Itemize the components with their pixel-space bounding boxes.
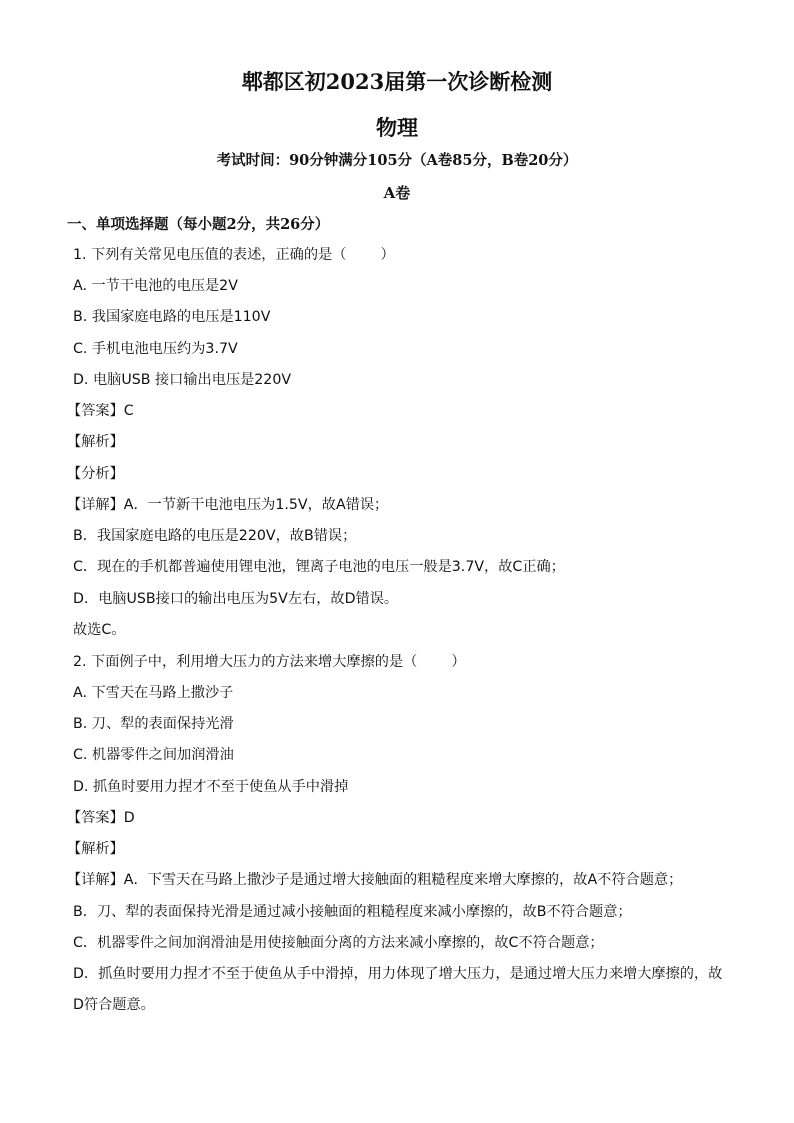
question-2-option-c: C. 机器零件之间加润滑油 bbox=[73, 747, 234, 763]
exam-info: 考试时间：90分钟满分105分（A卷85分，B卷20分） bbox=[216, 152, 578, 169]
question-2-detail-b: B．刀、犁的表面保持光滑是通过减小接触面的粗糙程度来减小摩擦的，故B不符合题意； bbox=[73, 904, 632, 920]
question-1-stem-close: ） bbox=[380, 247, 395, 263]
question-1-answer: 【答案】C bbox=[67, 403, 134, 419]
question-2-option-b: B. 刀、犁的表面保持光滑 bbox=[73, 716, 234, 732]
question-2-answer: 【答案】D bbox=[67, 810, 135, 826]
question-2-analysis-label: 【解析】 bbox=[67, 841, 124, 857]
question-1-detail-b: B．我国家庭电路的电压是220V，故B错误； bbox=[73, 528, 357, 544]
question-1-option-a: A. 一节干电池的电压是2V bbox=[73, 278, 238, 294]
question-1-option-b: B. 我国家庭电路的电压是110V bbox=[73, 309, 271, 325]
question-2-stem-close: ） bbox=[451, 654, 466, 670]
question-1-detail-a: 【详解】A．一节新干电池电压为1.5V，故A错误； bbox=[67, 497, 389, 513]
question-1-stem bbox=[73, 244, 395, 264]
exam-title: 郫都区初2023届第一次诊断检测 bbox=[241, 69, 553, 94]
question-2-option-d: D. 抓鱼时要用力捏才不至于使鱼从手中滑掉 bbox=[73, 779, 349, 795]
question-1-option-d: D. 电脑USB 接口输出电压是220V bbox=[73, 372, 292, 388]
subject-title: 物理 bbox=[376, 115, 418, 140]
question-1-analysis-label: 【解析】 bbox=[67, 434, 124, 450]
question-2-detail-d-cont: D符合题意。 bbox=[73, 997, 155, 1013]
question-2-stem bbox=[73, 651, 466, 671]
question-1-conclusion: 故选C。 bbox=[73, 622, 126, 638]
question-2-detail-c: C．机器零件之间加润滑油是用使接触面分离的方法来减小摩擦的，故C不符合题意； bbox=[73, 935, 604, 951]
question-1-detail-d: D．电脑USB接口的输出电压为5V左右，故D错误。 bbox=[73, 591, 399, 607]
part-heading: 一、单项选择题（每小题2分，共26分） bbox=[67, 216, 330, 233]
question-2-option-a: A. 下雪天在马路上撒沙子 bbox=[73, 685, 234, 701]
question-1-option-c: C. 手机电池电压约为3.7V bbox=[73, 341, 238, 357]
question-1-detail-c: C．现在的手机都普遍使用锂电池，锂离子电池的电压一般是3.7V，故C正确； bbox=[73, 559, 565, 575]
question-1-fenxi-label: 【分析】 bbox=[67, 466, 124, 482]
question-2-detail-d: D．抓鱼时要用力捏才不至于使鱼从手中滑掉，用力体现了增大压力，是通过增大压力来增大摩擦的，故 bbox=[73, 966, 723, 982]
question-2-stem-text: 2. 下面例子中，利用增大压力的方法来增大摩擦的是（ bbox=[73, 654, 418, 670]
section-label: A卷 bbox=[383, 184, 411, 202]
question-1-stem-text: 1. 下列有关常见电压值的表述，正确的是（ bbox=[73, 247, 347, 263]
question-2-detail-a: 【详解】A．下雪天在马路上撒沙子是通过增大接触面的粗糙程度来增大摩擦的，故A不符合题意； bbox=[67, 872, 683, 888]
